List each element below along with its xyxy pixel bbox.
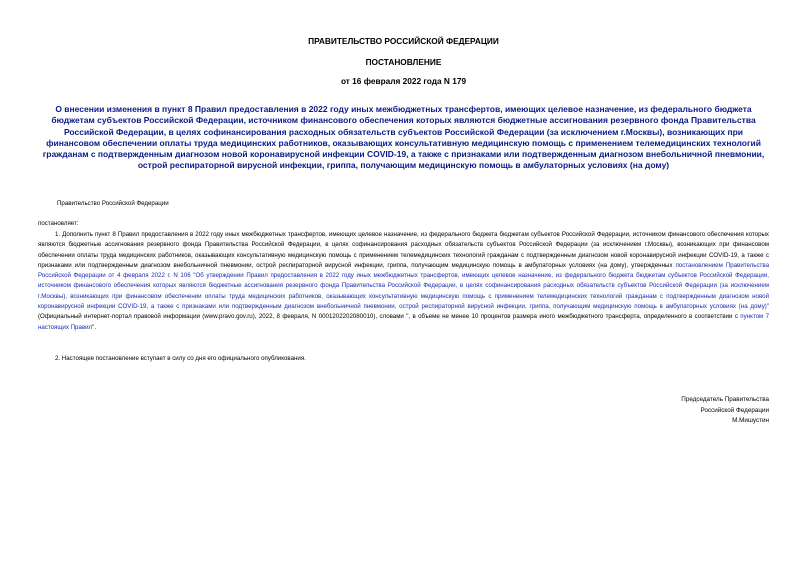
government-title: ПРАВИТЕЛЬСТВО РОССИЙСКОЙ ФЕДЕРАЦИИ bbox=[308, 36, 499, 46]
signature-name: М.Мишустин bbox=[732, 417, 769, 424]
signature-block bbox=[681, 395, 769, 427]
point-7-link[interactable]: пунктом 7 настоящих Правил bbox=[38, 313, 769, 331]
item-1-text-part2: (Официальный интернет-портал правовой информации (www.pravo.gov.ru), 2022, 8 февраля, N 0001202202080010), словами ", в объеме не менее 10 процентов размера иного межбюджетного трансферта, определенного в соответствии с bbox=[38, 313, 741, 321]
resolution-106-link[interactable]: постановлением Правительства Российской Федерации от 4 февраля 2022 г. N 106 "Об утверждении Правил предоставления в 2022 году иных межбюджетных трансфертов, имеющих целевое назначение, из федерального бюджета бюджетам субъектов Российской Федерации, источником финансового обеспечения которых являются бюджетные ассигнования резервного фонда Правительства Российской Федерации, в целях софинансирования расходных обязательств субъектов Российской Федерации (за исключением г.Москвы), возникающих при финансовом обеспечении оплаты труда медицинских работников, оказывающих консультативную медицинскую помощь с применением телемедицинских технологий гражданам с подтвержденным диагнозом новой коронавирусной инфекции COVID-19, а также с признаками или подтвержденным диагнозом внебольничной пневмонии, острой респираторной вирусной инфекции, гриппа, получающим медицинскую помощь в амбулаторных условиях (на дому)" bbox=[38, 261, 769, 311]
document-date-number: от 16 февраля 2022 года N 179 bbox=[340, 76, 467, 86]
item-2-paragraph: 2. Настоящее постановление вступает в силу со дня его официального опубликования. bbox=[55, 355, 306, 362]
signature-title-line2: Российской Федерации bbox=[700, 406, 769, 414]
signature-title-line1: Председатель Правительства bbox=[681, 396, 769, 403]
item-1-text-part3: ". bbox=[92, 323, 97, 331]
decrees-label: постановляет: bbox=[38, 220, 79, 227]
document-heading: О внесении изменения в пункт 8 Правил предоставления в 2022 году иных межбюджетных трансфертов, имеющих целевое назначение, из федерального бюджета бюджетам субъектов Российской Федерации, источником финансового обеспечения которых являются бюджетные ассигнования резервного фонда Правительства Российской Федерации, в целях софинансирования расходных обязательств субъектов Российской Федерации (за исключением г.Москвы), возникающих при финансовом обеспечении оплаты труда медицинских работников, оказывающих консультативную медицинскую помощь с применением телемедицинских технологий гражданам с подтвержденным диагнозом новой коронавирусной инфекции COVID-19, а также с признаками или подтвержденным диагнозом внебольничной пневмонии, острой респираторной вирусной инфекции, гриппа, получающим медицинскую помощь в амбулаторных условиях (на дому) bbox=[42, 104, 765, 171]
issuer: Правительство Российской Федерации bbox=[57, 200, 169, 207]
item-1-text-part1: 1. Дополнить пункт 8 Правил предоставления в 2022 году иных межбюджетных трансфертов, имеющих целевое назначение, из федерального бюджета бюджетам субъектов Российской Федерации, источником финансового обеспечения которых являются бюджетные ассигнования резервного фонда Правительства Российской Федерации, в целях софинансирования расходных обязательств субъектов Российской Федерации (за исключением г.Москвы), возникающих при финансовом обеспечении оплаты труда медицинских работников, оказывающих консультативную медицинскую помощь с применением телемедицинских технологий гражданам с подтвержденным диагнозом новой коронавирусной инфекции COVID-19, а также с признаками или подтвержденным диагнозом внебольничной пневмонии, острой респираторной вирусной инфекции, гриппа, получающим медицинскую помощь в амбулаторных условиях (на дому), утвержденных bbox=[38, 231, 769, 269]
item-1-paragraph bbox=[38, 230, 769, 333]
document-type: ПОСТАНОВЛЕНИЕ bbox=[365, 57, 442, 67]
